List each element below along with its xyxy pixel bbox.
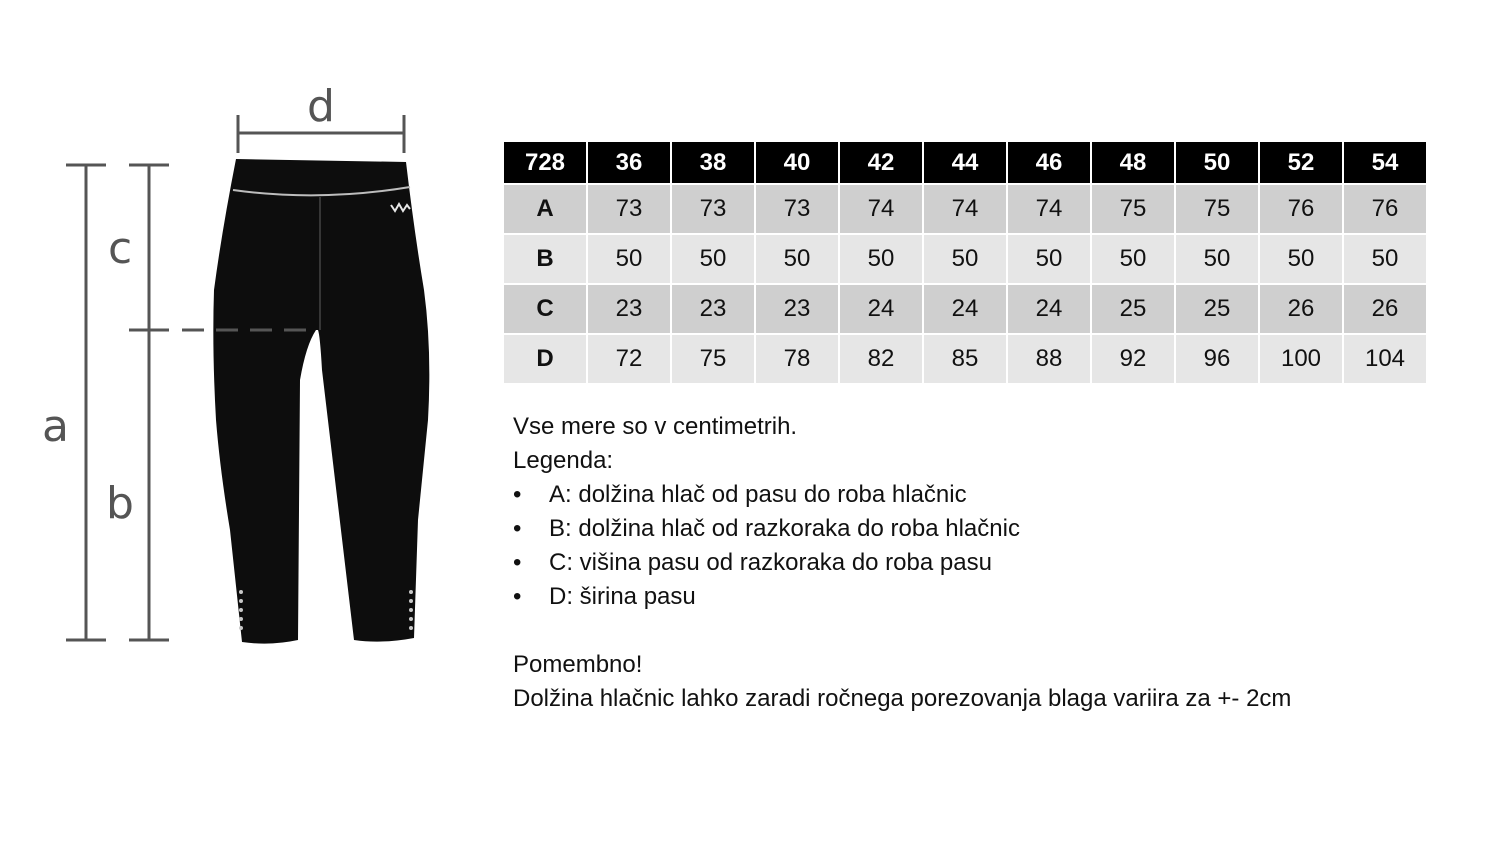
bullet-icon: • xyxy=(513,549,522,576)
table-cell: 24 xyxy=(840,285,922,333)
header-cell: 38 xyxy=(672,142,754,183)
header-cell: 48 xyxy=(1092,142,1174,183)
table-cell: 92 xyxy=(1092,335,1174,383)
important-title: Pomembno! xyxy=(513,651,643,678)
table-cell: 72 xyxy=(588,335,670,383)
header-cell: 42 xyxy=(840,142,922,183)
important-text: Dolžina hlačnic lahko zaradi ročnega porezovanja blaga variira za +- 2cm xyxy=(513,685,1292,712)
table-cell: 88 xyxy=(1008,335,1090,383)
table-row xyxy=(504,285,1426,333)
row-label: B xyxy=(504,235,586,283)
legend-item-text: C: višina pasu od razkoraka do roba pasu xyxy=(549,549,992,576)
legend-item xyxy=(513,580,1291,614)
table-row xyxy=(504,185,1426,233)
legend-item xyxy=(513,478,1291,512)
table-cell: 25 xyxy=(1176,285,1258,333)
table-cell: 26 xyxy=(1260,285,1342,333)
pants-illustration xyxy=(0,0,480,844)
legend-item xyxy=(513,512,1291,546)
legend-item-text: D: širina pasu xyxy=(549,583,696,610)
dimension-label-c: c xyxy=(108,223,133,274)
dimension-label-a: a xyxy=(42,401,69,452)
table-cell: 24 xyxy=(924,285,1006,333)
table-cell: 75 xyxy=(1092,185,1174,233)
table-cell: 50 xyxy=(672,235,754,283)
header-cell: 52 xyxy=(1260,142,1342,183)
table-cell: 74 xyxy=(1008,185,1090,233)
dimension-cb-line xyxy=(129,165,169,640)
table-cell: 50 xyxy=(1008,235,1090,283)
header-cell: 44 xyxy=(924,142,1006,183)
table-cell: 50 xyxy=(588,235,670,283)
header-cell: 36 xyxy=(588,142,670,183)
table-cell: 50 xyxy=(840,235,922,283)
legend-title: Legenda: xyxy=(513,447,614,474)
table-cell: 50 xyxy=(924,235,1006,283)
header-cell: 54 xyxy=(1344,142,1426,183)
header-cell: 40 xyxy=(756,142,838,183)
table-cell: 25 xyxy=(1092,285,1174,333)
units-note: Vse mere so v centimetrih. xyxy=(513,413,798,440)
bullet-icon: • xyxy=(513,515,522,542)
dimension-label-d: d xyxy=(307,81,335,132)
header-cell: 728 xyxy=(504,142,586,183)
table-cell: 76 xyxy=(1344,185,1426,233)
bullet-icon: • xyxy=(513,583,522,610)
table-header-row xyxy=(504,142,1426,183)
table-cell: 78 xyxy=(756,335,838,383)
table-cell: 26 xyxy=(1344,285,1426,333)
legend-item-text: B: dolžina hlač od razkoraka do roba hlačnic xyxy=(549,515,1020,542)
row-label: D xyxy=(504,335,586,383)
table-cell: 50 xyxy=(1092,235,1174,283)
row-label: A xyxy=(504,185,586,233)
table-cell: 96 xyxy=(1176,335,1258,383)
table-cell: 23 xyxy=(588,285,670,333)
table-cell: 23 xyxy=(672,285,754,333)
table-cell: 74 xyxy=(840,185,922,233)
table-cell: 50 xyxy=(1344,235,1426,283)
legend-list xyxy=(513,478,1291,614)
table-cell: 50 xyxy=(756,235,838,283)
dimension-a-line xyxy=(66,165,106,640)
table-cell: 75 xyxy=(1176,185,1258,233)
table-cell: 50 xyxy=(1260,235,1342,283)
table-cell: 74 xyxy=(924,185,1006,233)
table-cell: 82 xyxy=(840,335,922,383)
table-cell: 23 xyxy=(756,285,838,333)
table-row xyxy=(504,235,1426,283)
table-cell: 50 xyxy=(1176,235,1258,283)
spacer xyxy=(513,614,1291,648)
dimension-label-b: b xyxy=(106,478,134,529)
table-cell: 104 xyxy=(1344,335,1426,383)
row-label: C xyxy=(504,285,586,333)
legend-item xyxy=(513,546,1291,580)
pants-shape xyxy=(213,159,429,644)
table-cell: 75 xyxy=(672,335,754,383)
header-cell: 50 xyxy=(1176,142,1258,183)
table-cell: 85 xyxy=(924,335,1006,383)
table-cell: 73 xyxy=(672,185,754,233)
table-cell: 73 xyxy=(588,185,670,233)
header-cell: 46 xyxy=(1008,142,1090,183)
table-cell: 73 xyxy=(756,185,838,233)
size-diagram xyxy=(0,0,480,844)
table-row xyxy=(504,335,1426,383)
table-cell: 100 xyxy=(1260,335,1342,383)
table-cell: 24 xyxy=(1008,285,1090,333)
table-cell: 76 xyxy=(1260,185,1342,233)
size-notes xyxy=(513,410,1291,716)
bullet-icon: • xyxy=(513,481,522,508)
legend-item-text: A: dolžina hlač od pasu do roba hlačnic xyxy=(549,481,967,508)
size-table xyxy=(502,140,1428,385)
